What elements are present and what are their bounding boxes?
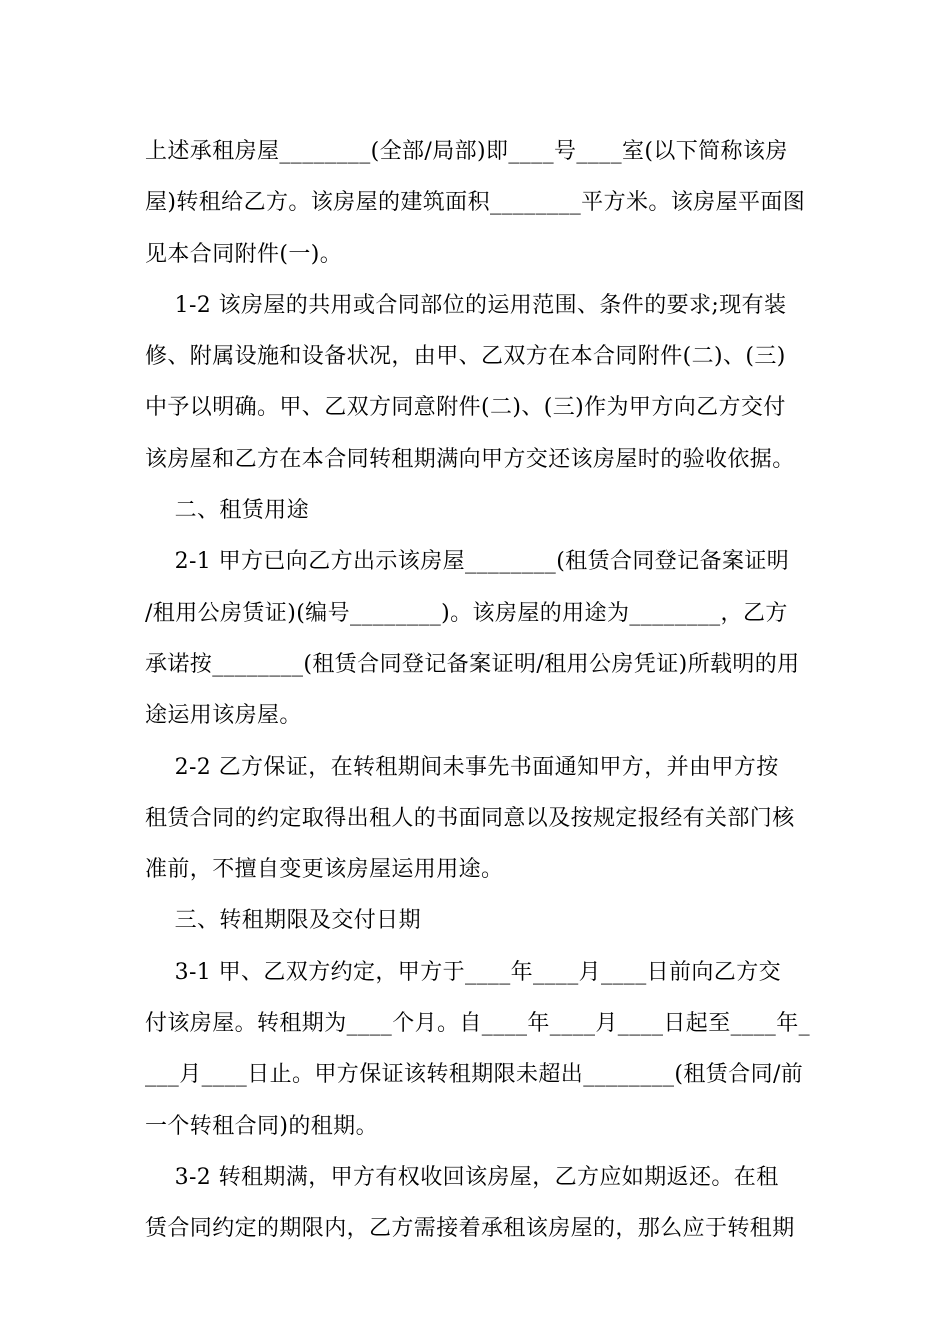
- text-line: 准前，不擅自变更该房屋运用用途。: [145, 857, 504, 883]
- text-line: 承诺按________(租赁合同登记备案证明/租用公房凭证)所载明的用: [145, 651, 800, 677]
- text-line: 中予以明确。甲、乙双方同意附件(二)、(三)作为甲方向乙方交付: [145, 395, 786, 421]
- text-line: 1-2 该房屋的共用或合同部位的运用范围、条件的要求;现有装: [145, 292, 787, 318]
- text-line: 上述承租房屋________(全部/局部)即____号____室(以下简称该房: [145, 139, 788, 164]
- document-body: [145, 126, 825, 1255]
- text-line: 屋)转租给乙方。该房屋的建筑面积________平方米。该房屋平面图: [145, 190, 806, 216]
- text-line: 赁合同约定的期限内，乙方需接着承租该房屋的，那么应于转租期: [145, 1216, 795, 1242]
- text-line: 该房屋和乙方在本合同转租期满向甲方交还该房屋时的验收依据。: [145, 446, 795, 472]
- text-line: /租用公房赁证)(编号________)。该房屋的用途为________，乙方: [145, 600, 788, 626]
- section-heading: 二、租赁用途: [145, 498, 309, 524]
- text-line: 3-1 甲、乙双方约定，甲方于____年____月____日前向乙方交: [145, 959, 781, 985]
- text-line: 见本合同附件(一)。: [145, 241, 343, 267]
- text-line: 2-2 乙方保证，在转租期间未事先书面通知甲方，并由甲方按: [145, 754, 779, 780]
- text-line: ___月____日止。甲方保证该转租期限未超出________(租赁合同/前: [145, 1062, 804, 1088]
- text-line: 修、附属设施和设备状况，由甲、乙双方在本合同附件(二)、(三): [145, 344, 786, 370]
- text-line: 一个转租合同)的租期。: [145, 1113, 378, 1139]
- text-line: 付该房屋。转租期为____个月。自____年____月____日起至____年_: [145, 1011, 811, 1037]
- text-line: 租赁合同的约定取得出租人的书面同意以及按规定报经有关部门核: [145, 805, 795, 831]
- text-line: 途运用该房屋。: [145, 703, 302, 729]
- text-line: 2-1 甲方已向乙方出示该房屋________(租赁合同登记备案证明: [145, 549, 790, 575]
- section-heading: 三、转租期限及交付日期: [145, 908, 421, 934]
- text-line: 3-2 转租期满，甲方有权收回该房屋，乙方应如期返还。在租: [145, 1164, 779, 1190]
